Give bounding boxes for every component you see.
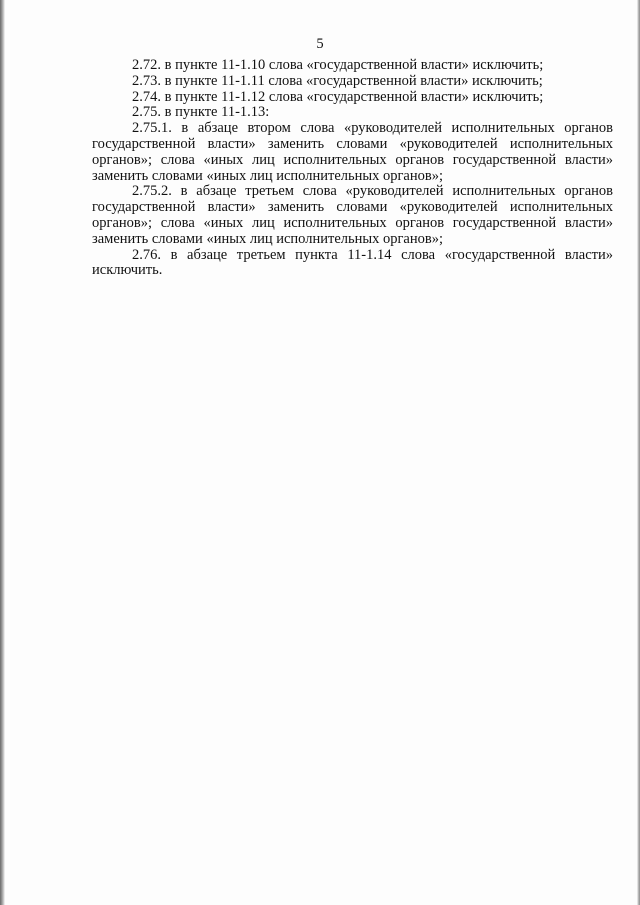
paragraph-2-75-1: 2.75.1. в абзаце втором слова «руководителей исполнительных органов государственной власти» заменить словами «руководителей исполнительных органов»; слова «иных лиц исполнительных органов государственной власти» заменить словами «иных лиц исполнительных органов»; [92,120,613,184]
page-number: 5 [316,36,324,52]
paragraph-2-75-2: 2.75.2. в абзаце третьем слова «руководителей исполнительных органов государственной власти» заменить словами «руководителей исполнительных органов»; слова «иных лиц исполнительных органов государственной власти» заменить словами «иных лиц исполнительных органов»; [92,183,613,247]
scan-edge-left [0,0,5,905]
paragraph-2-75: 2.75. в пункте 11-1.13: [132,104,270,121]
paragraph-2-76: 2.76. в абзаце третьем пункта 11-1.14 слова «государственной власти» исключить. [92,246,613,279]
document-body [92,58,613,279]
paragraph-2-74: 2.74. в пункте 11-1.12 слова «государственной власти» исключить; [132,88,544,105]
paragraph-2-72: 2.72. в пункте 11-1.10 слова «государственной власти» исключить; [132,57,544,73]
paragraph-2-73: 2.73. в пункте 11-1.11 слова «государственной власти» исключить; [132,72,543,89]
